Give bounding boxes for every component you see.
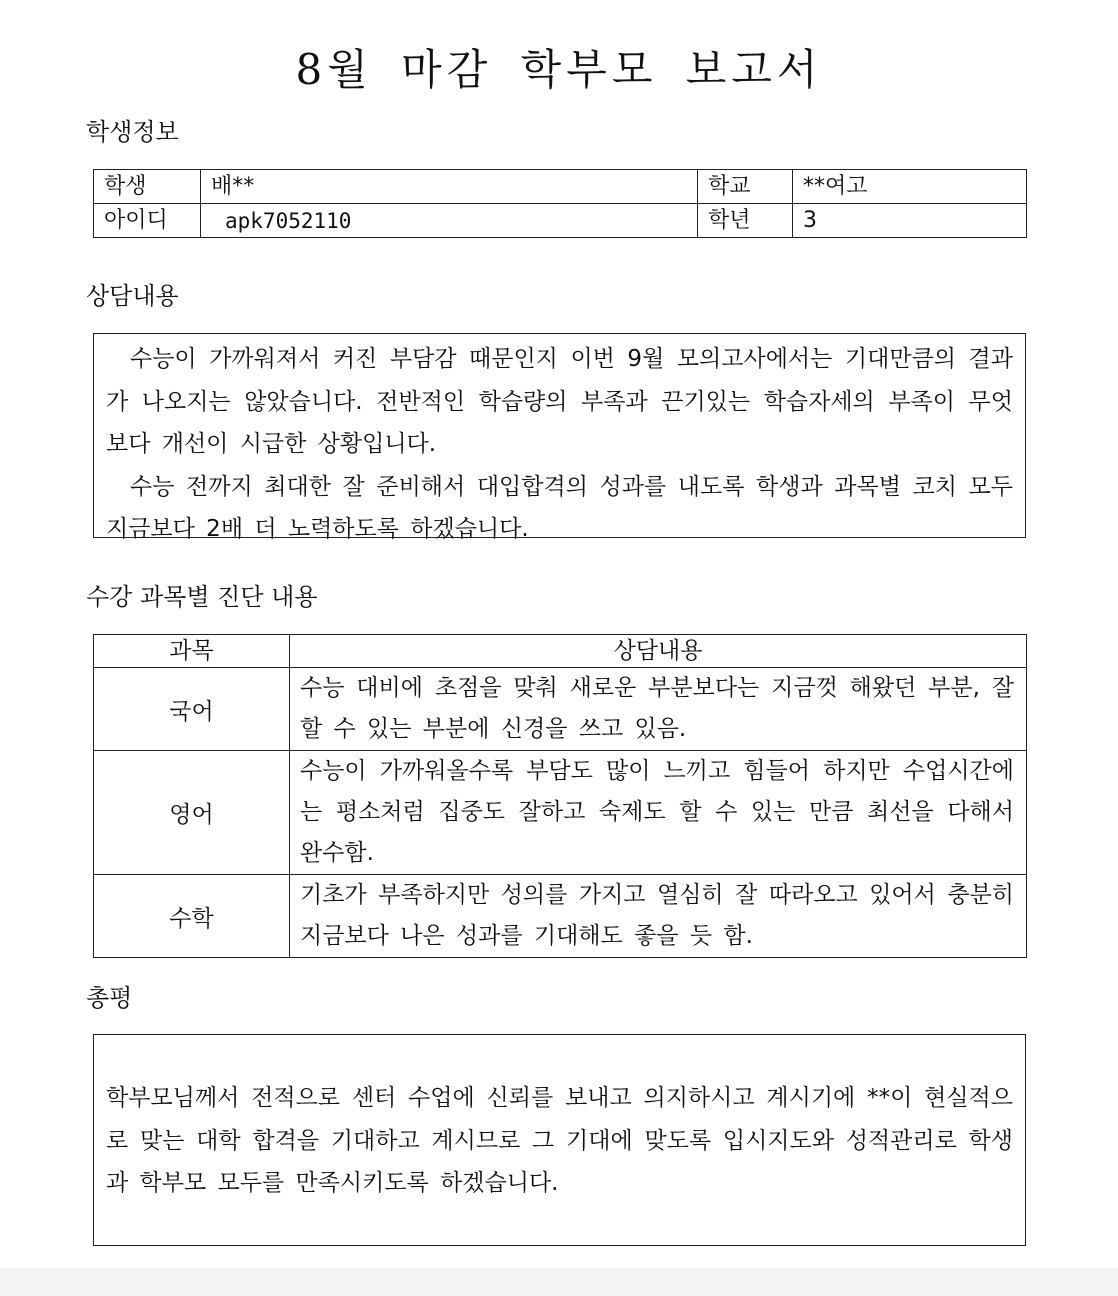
student-info-table [93, 169, 1027, 238]
subject-content: 기초가 부족하지만 성의를 가지고 열심히 잘 따라오고 있어서 충분히 지금보다 나은 성과를 기대해도 좋을 듯 함. [290, 875, 1027, 958]
subject-content: 수능 대비에 초점을 맞춰 새로운 부분보다는 지금껏 해왔던 부분, 잘 할 수 있는 부분에 신경을 쓰고 있음. [290, 668, 1027, 751]
student-value: 배** [201, 170, 698, 204]
overall-heading: 총평 [86, 984, 133, 1012]
subject-column-header: 과목 [94, 635, 290, 668]
counseling-heading: 상담내용 [86, 282, 179, 310]
subject-table-header-row [94, 635, 1027, 668]
grade-value: 3 [793, 204, 1027, 238]
overall-box [93, 1034, 1026, 1246]
content-column-header: 상담내용 [290, 635, 1027, 668]
school-value: **여고 [793, 170, 1027, 204]
table-row [94, 751, 1027, 875]
student-label: 학생 [94, 170, 201, 204]
student-info-heading: 학생정보 [86, 118, 179, 146]
counseling-paragraph: 수능이 가까워져서 커진 부담감 때문인지 이번 9월 모의고사에서는 기대만큼의 결과가 나오지는 않았습니다. 전반적인 학습량의 부족과 끈기있는 학습자세의 부족이 무엇보다 개선이 시급한 상황입니다. [106, 346, 1013, 457]
student-info-row [94, 170, 1027, 204]
overall-text: 학부모님께서 전적으로 센터 수업에 신뢰를 보내고 의지하시고 계시기에 **이 현실적으로 맞는 대학 합격을 기대하고 계시므로 그 기대에 맞도록 입시지도와 성적관리로 학생과 학부모 모두를 만족시키도록 하겠습니다. [106, 1085, 1013, 1196]
subject-diagnosis-table [93, 634, 1027, 958]
subject-name: 영어 [94, 751, 290, 875]
id-value: apk7052110 [201, 204, 698, 238]
school-label: 학교 [698, 170, 793, 204]
id-label: 아이디 [94, 204, 201, 238]
student-info-row [94, 204, 1027, 238]
counseling-box [93, 333, 1026, 542]
grade-label: 학년 [698, 204, 793, 238]
subject-name: 수학 [94, 875, 290, 958]
subject-content: 수능이 가까워올수록 부담도 많이 느끼고 힘들어 하지만 수업시간에는 평소처럼 집중도 잘하고 숙제도 할 수 있는 만큼 최선을 다해서 완수함. [290, 751, 1027, 875]
subject-name: 국어 [94, 668, 290, 751]
counseling-paragraph: 수능 전까지 최대한 잘 준비해서 대입합격의 성과를 내도록 학생과 과목별 코치 모두 지금보다 2배 더 노력하도록 하겠습니다. [106, 473, 1013, 542]
subject-diagnosis-heading: 수강 과목별 진단 내용 [86, 583, 318, 611]
report-title: 8월 마감 학부모 보고서 [295, 45, 823, 94]
table-row [94, 668, 1027, 751]
table-row [94, 875, 1027, 958]
page-bottom-shade [0, 1268, 1118, 1296]
